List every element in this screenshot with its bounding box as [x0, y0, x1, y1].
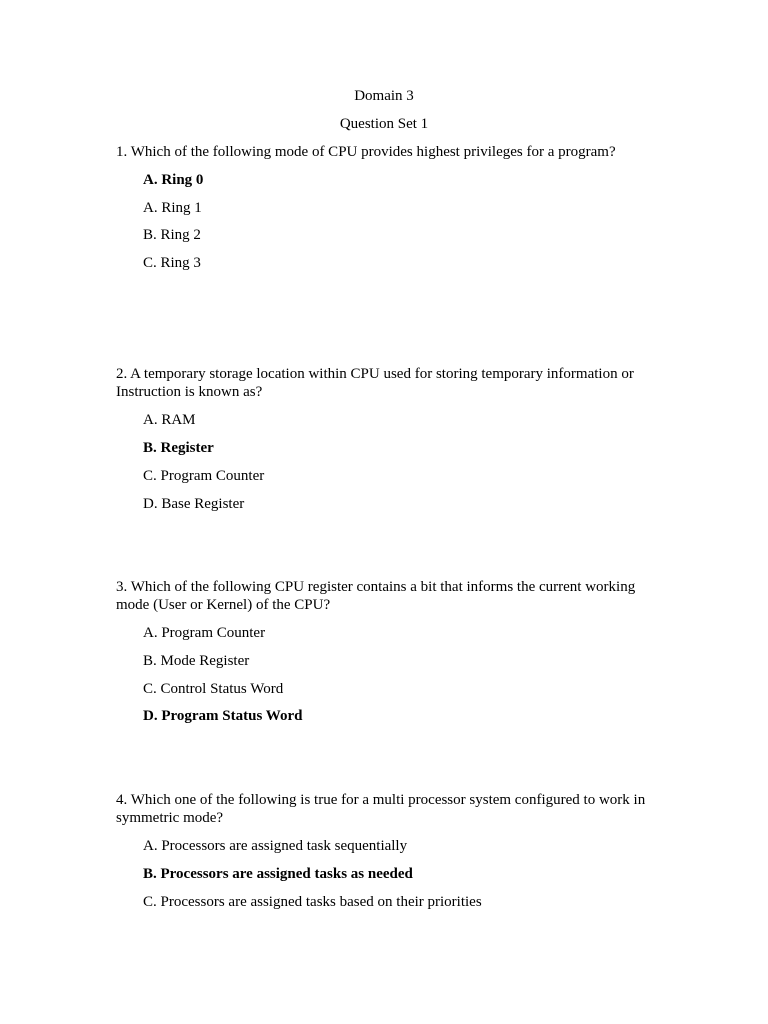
question-2-text: 2. A temporary storage location within CPU used for storing temporary information or Instruction is known as?: [116, 366, 634, 400]
question-3-option-3: C. Control Status Word: [143, 681, 284, 697]
question-3-text: 3. Which of the following CPU register contains a bit that informs the current working mode (User or Kernel) of the CPU?: [116, 579, 636, 613]
question-2-option-2-answer: B. Register: [143, 440, 214, 456]
question-1-option-2: A. Ring 1: [143, 200, 202, 216]
question-4-text: 4. Which one of the following is true for a multi processor system configured to work in symmetric mode?: [116, 792, 646, 826]
question-2-option-4: D. Base Register: [143, 496, 245, 512]
question-1-text: 1. Which of the following mode of CPU provides highest privileges for a program?: [116, 144, 616, 160]
document-subtitle: Question Set 1: [339, 116, 429, 132]
question-3-option-4-answer: D. Program Status Word: [143, 708, 303, 724]
question-1-option-4: C. Ring 3: [143, 255, 201, 271]
question-1-option-a-answer: A. Ring 0: [143, 172, 204, 188]
question-4-option-2-answer: B. Processors are assigned tasks as needed: [143, 866, 413, 882]
question-2-option-1: A. RAM: [143, 412, 196, 428]
question-3-option-2: B. Mode Register: [143, 653, 250, 669]
question-3-option-1: A. Program Counter: [143, 625, 266, 641]
question-1-option-3: B. Ring 2: [143, 227, 201, 243]
question-4-option-1: A. Processors are assigned task sequentially: [143, 838, 408, 854]
question-4-option-3: C. Processors are assigned tasks based on their priorities: [143, 894, 482, 910]
document-title: Domain 3: [354, 88, 414, 104]
question-2-option-3: C. Program Counter: [143, 468, 265, 484]
